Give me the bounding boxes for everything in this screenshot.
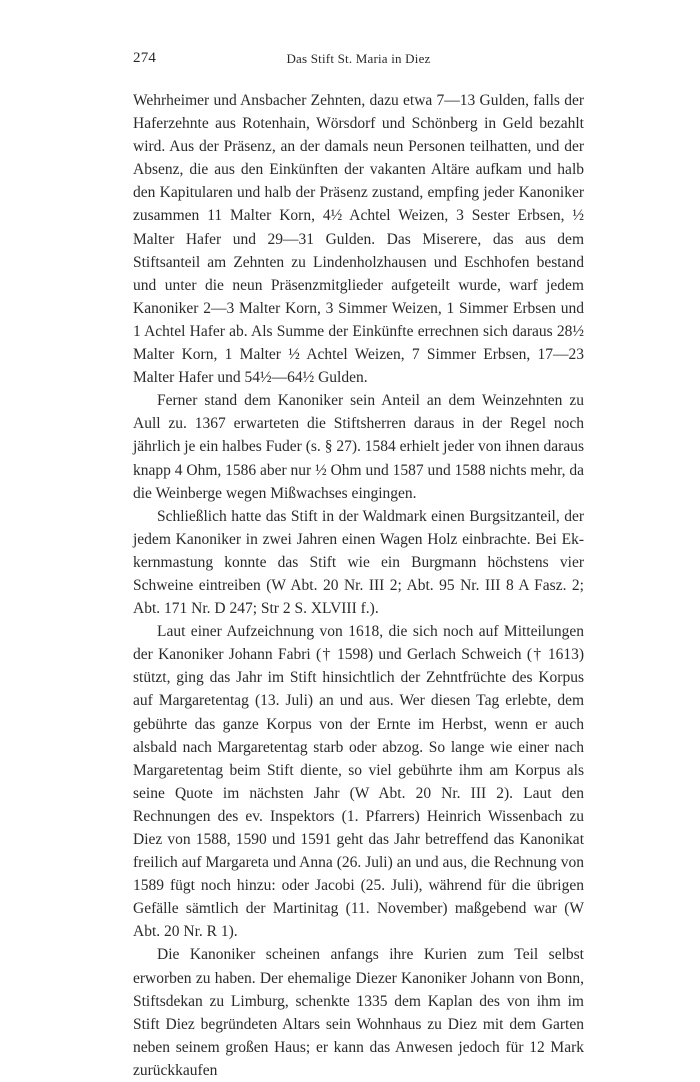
running-title: Das Stift St. Maria in Diez [286, 51, 431, 66]
page-number: 274 [133, 50, 157, 66]
body-text [133, 89, 584, 1082]
paragraph-curiae: Die Kanoniker scheinen anfangs ihre Kurien zum Teil selbst erworben zu haben. Der ehemalige Diezer Kanoniker Johann von Bonn, Stiftsdekan zu Limburg, schenkte 1335 dem Kaplan des von ihm im Stift Diez begründeten Altars sein Wohnhaus zu Diez mit dem Garten neben seinem großen Haus; er kann das Anwesen jedoch für 12 Mark zurückkaufen [133, 946, 584, 1079]
page-header [133, 50, 584, 72]
paragraph-wine-tithe: Ferner stand dem Kanoniker sein Anteil an dem Weinzehnten zu Aull zu. 1367 erwarteten die Stiftsherren daraus in der Regel noch jährlich je ein halbes Fuder (s. § 27). 1584 erhielt jeder von ihnen daraus knapp 4 Ohm, 1586 aber nur ½ Ohm und 1587 und 1588 nichts mehr, da die Weinberge wegen Mißwachses eingingen. [133, 392, 584, 502]
paragraph-fiscal-year: Laut einer Aufzeichnung von 1618, die sich noch auf Mitteilungen der Kanoniker Johann Fabri († 1598) und Gerlach Schweich († 1613) stützt, ging das Jahr im Stift hinsichtlich der Zehntfrüchte des Korpus auf Margaretentag (13. Juli) an und aus. Wer diesen Tag erlebte, dem gebührte das ganze Korpus von der Ernte im Herbst, wenn er auch alsbald nach Margaretentag starb oder abzog. So lange wie einer nach Margaretentag beim Stift diente, so viel gebührte ihm am Korpus als seine Quote im nächsten Jahr (W Abt. 20 Nr. III 2). Laut den Rechnungen des ev. Inspektors (1. Pfarrers) Heinrich Wissenbach zu Diez von 1588, 1590 und 1591 geht das Jahr betreffend das Kanonikat freilich auf Margareta und Anna (26. Juli) an und aus, die Rechnung von 1589 fügt noch hinzu: oder Jacobi (25. Juli), während für die übrigen Gefälle sämtlich der Martinitag (11. November) maßgebend war (W Abt. 20 Nr. R 1). [133, 623, 584, 941]
paragraph-income-summary: Wehrheimer und Ansbacher Zehnten, dazu etwa 7—13 Gulden, falls der Haferzehnte aus Rotenhain, Wörsdorf und Schönberg in Geld bezahlt wird. Aus der Präsenz, an der damals neun Personen teilhatten, und der Absenz, die aus den Einkünften der vakanten Altäre aufkam und halb den Kapitularen und halb der Präsenz zustand, empfing jeder Kanoniker zusammen 11 Malter Korn, 4½ Achtel Weizen, 3 Sester Erbsen, ½ Malter Hafer und 29—31 Gulden. Das Miserere, das aus dem Stiftsanteil am Zehnten zu Lindenholzhausen und Eschhofen bestand und unter die neun Präsenzmitglieder aufgeteilt wurde, warf jedem Kanoniker 2—3 Malter Korn, 3 Simmer Weizen, 1 Simmer Erbsen und 1 Achtel Hafer ab. Als Summe der Einkünfte errechnen sich daraus 28½ Malter Korn, 1 Malter ½ Achtel Weizen, 7 Simmer Erbsen, 17—23 Malter Hafer und 54½—64½ Gulden. [133, 92, 584, 387]
paragraph-waldmark: Schließlich hatte das Stift in der Waldmark einen Burgsitzanteil, der jedem Kanoniker in zwei Jahren einen Wagen Holz einbrachte. Bei Ekkernmastung konnte das Stift wie ein Burgmann höchstens vier Schweine eintreiben (W Abt. 20 Nr. III 2; Abt. 95 Nr. III 8 A Fasz. 2; Abt. 171 Nr. D 247; Str 2 S. XLVIII f.). [133, 507, 584, 618]
